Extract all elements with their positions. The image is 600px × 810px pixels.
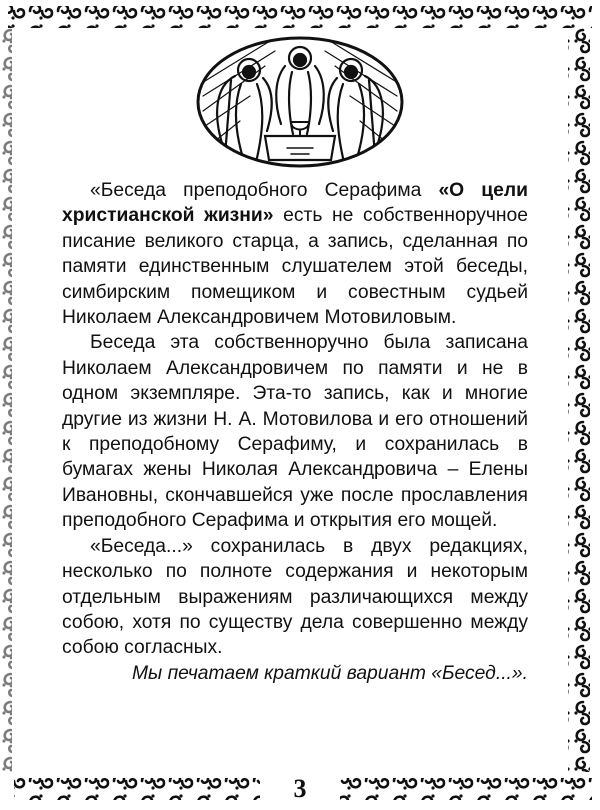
work-title: «О цели христианской жизни» xyxy=(62,180,528,227)
paragraph-2: Беседа эта собственноручно была записана Николаем Александровичем по памяти и не в одном экземпляре. Эта-то запись, как и многие другие из жизни Н. А. Мотовилова и его отношений к преподобному Серафиму, и сохранилась в бумагах жены Николая Александровича – Елены Ивановны, скончавшейся уже после прославления преподобного Серафима и открытия его мощей. xyxy=(62,332,528,532)
article-body xyxy=(62,178,528,686)
paragraph-1-rest: есть не собственноручное писание великого старца, а запись, сделанная по памяти единственным слушателем этой беседы, симбирским помещиком и совестным судьей Николаем Александровичем Мотовиловым. xyxy=(62,205,528,329)
closing-note: Мы печатаем краткий вариант «Бесед...». xyxy=(131,662,528,684)
page-number: 3 xyxy=(293,774,307,803)
paragraph-1 xyxy=(62,178,528,330)
paragraph-1-intro: «Беседа преподобного Серафима xyxy=(90,180,439,201)
paragraph-3: «Беседа...» сохранилась в двух редакциях, несколько по полноте содержания и некоторым отдельным выражениям различающихся между собою, хотя по существу дела совершенно между собою согласных. xyxy=(62,535,528,659)
trinity-icon xyxy=(195,36,405,168)
